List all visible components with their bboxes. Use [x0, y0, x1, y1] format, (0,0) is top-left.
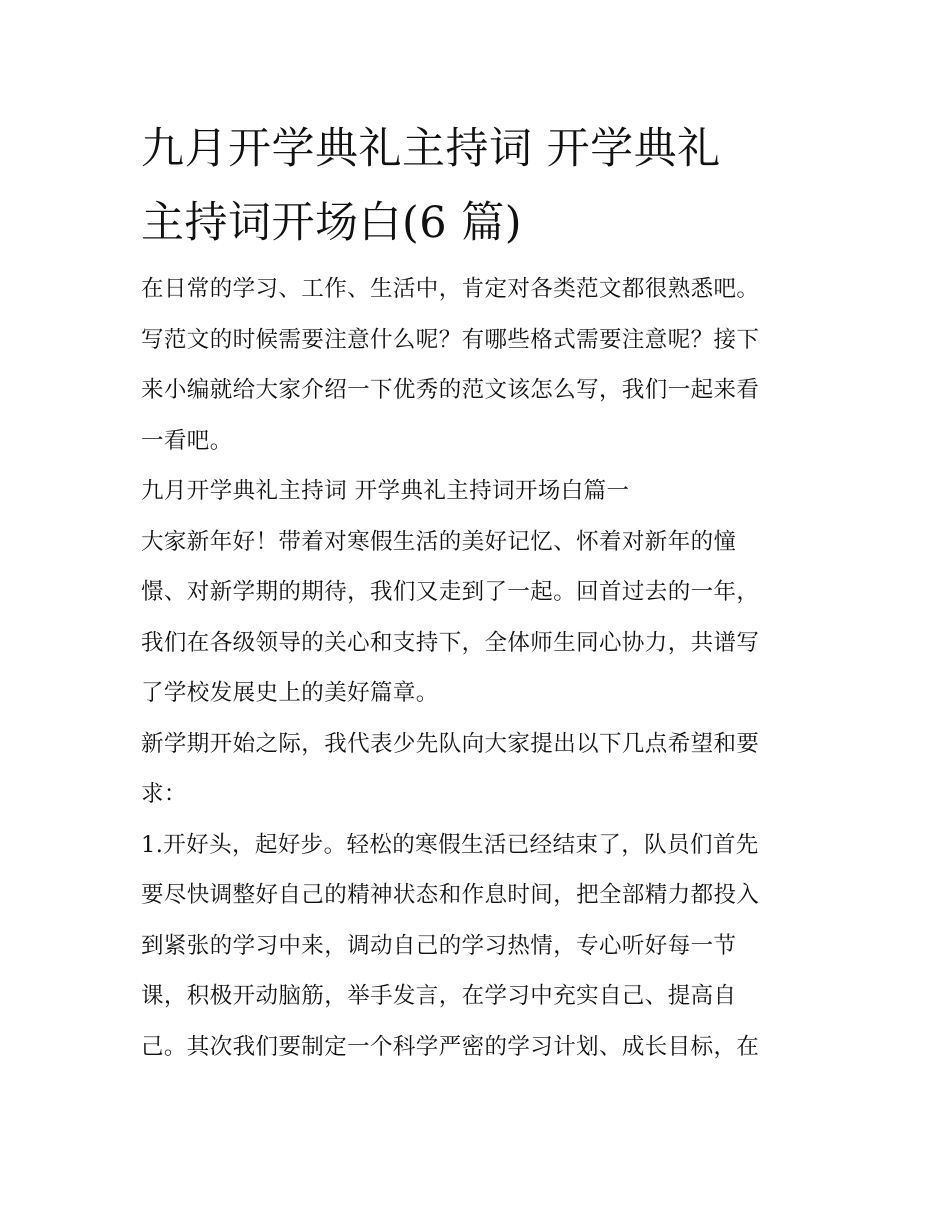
body-line: 来小编就给大家介绍一下优秀的范文该怎么写，我们一起来看 [141, 377, 760, 403]
body-line: 课，积极开动脑筋，举手发言，在学习中充实自己、提高自 [141, 983, 737, 1009]
body-line: 求： [141, 781, 187, 807]
document-title [141, 112, 813, 260]
body-line: 新学期开始之际，我代表少先队向大家提出以下几点希望和要 [141, 730, 760, 757]
section-heading: 九月开学典礼主持词 开学典礼主持词开场白篇一 [141, 478, 630, 504]
body-line: 了学校发展史上的美好篇章。 [141, 680, 439, 706]
body-line: 到紧张的学习中来，调动自己的学习热情，专心听好每一节 [141, 932, 737, 959]
document-page [141, 112, 813, 1072]
body-line: 写范文的时候需要注意什么呢？有哪些格式需要注意呢？接下 [141, 326, 760, 353]
body-line: 在日常的学习、工作、生活中，肯定对各类范文都很熟悉吧。 [141, 276, 760, 302]
body-line: 大家新年好！带着对寒假生活的美好记忆、怀着对新年的憧 [141, 528, 737, 555]
body-line: 憬、对新学期的期待，我们又走到了一起。回首过去的一年， [141, 579, 760, 605]
body-line: 我们在各级领导的关心和支持下，全体师生同心协力，共谱写 [141, 629, 760, 656]
body-line: 己。其次我们要制定一个科学严密的学习计划、成长目标，在 [141, 1033, 760, 1060]
title-line-1: 九月开学典礼主持词 开学典礼 [141, 124, 721, 174]
body-line: 要尽快调整好自己的精神状态和作息时间，把全部精力都投入 [141, 882, 760, 908]
body-line: 一看吧。 [141, 427, 233, 454]
title-line-2: 主持词开场白(6 篇) [141, 198, 523, 248]
list-item-1-line: 1.开好头，起好步。轻松的寒假生活已经结束了，队员们首先 [141, 831, 759, 858]
document-body [141, 264, 813, 1072]
